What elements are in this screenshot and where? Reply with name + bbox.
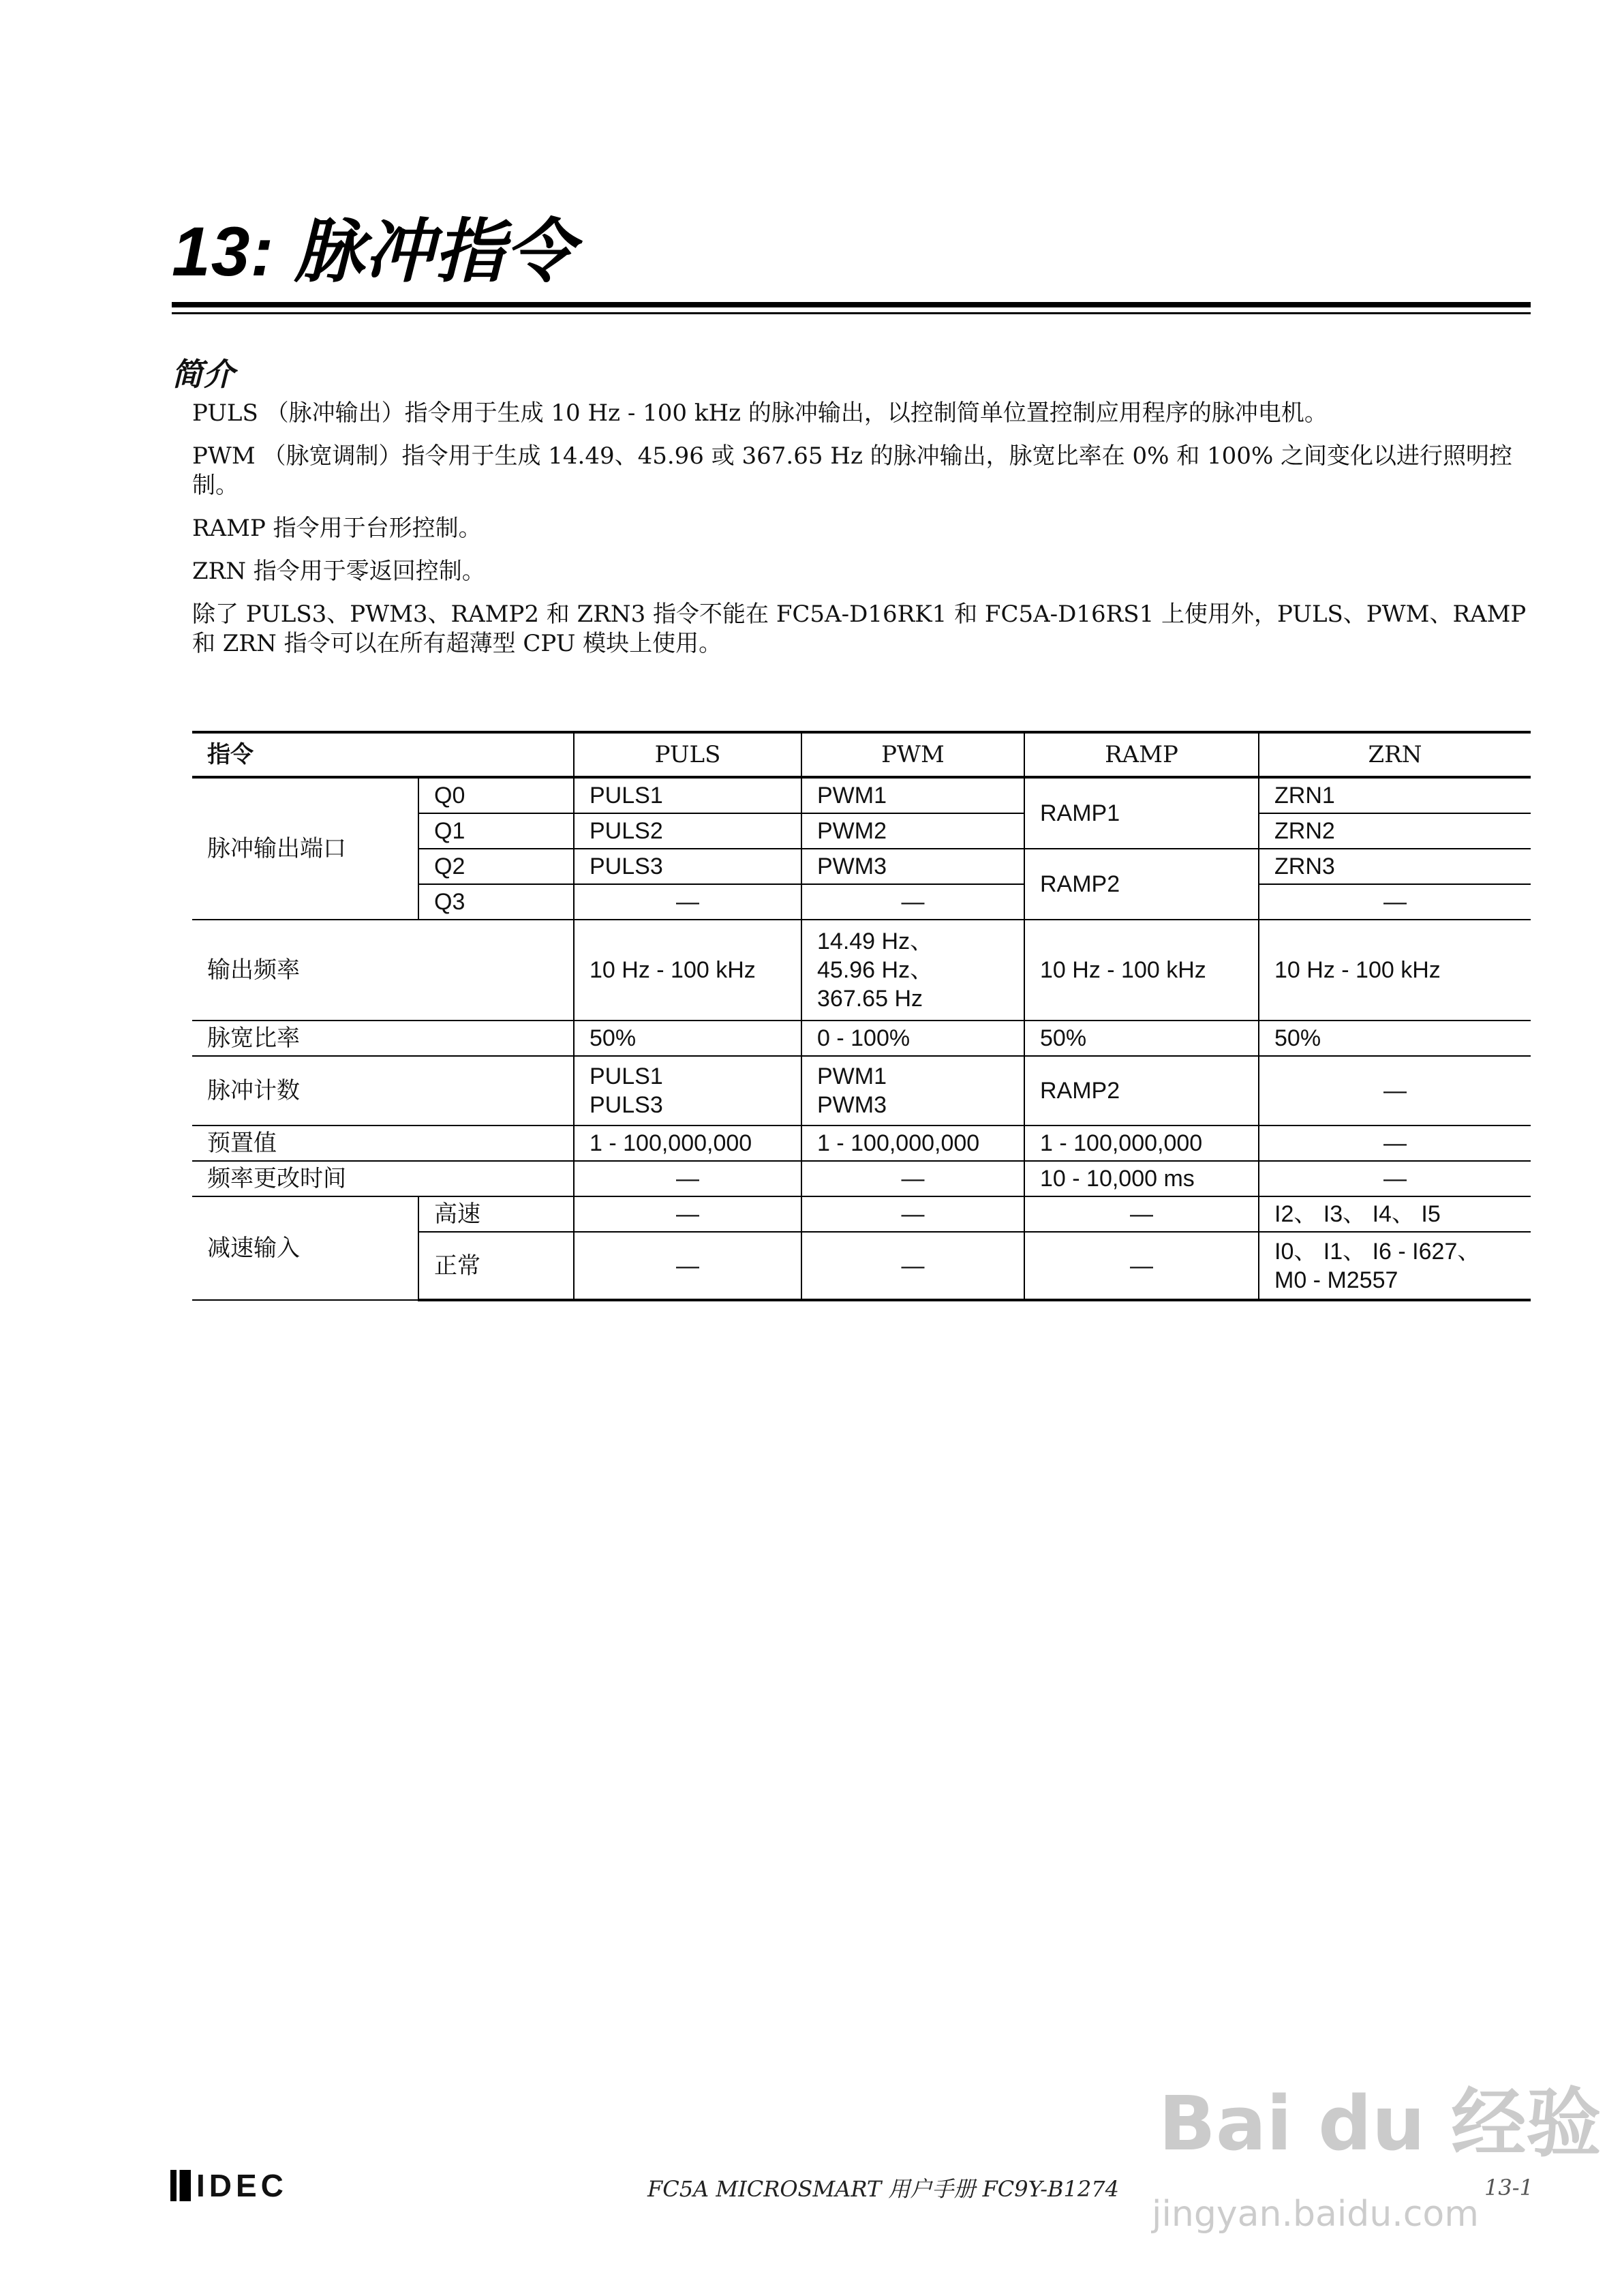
row-label-freq: 输出频率	[192, 920, 574, 1021]
row-label-duty: 脉宽比率	[192, 1021, 574, 1056]
port-q0: Q0	[418, 777, 574, 813]
cell-duty-puls: 50%	[574, 1021, 801, 1056]
cell-count-zrn: —	[1259, 1056, 1531, 1126]
row-label-count: 脉冲计数	[192, 1056, 574, 1126]
cell-decel-high-ramp: —	[1024, 1196, 1259, 1232]
cell-decel-high-zrn: I2、 I3、 I4、 I5	[1259, 1196, 1531, 1232]
title-rule-thin	[172, 312, 1531, 314]
cell-freq-pwm: 14.49 Hz、 45.96 Hz、 367.65 Hz	[801, 920, 1024, 1021]
cell-q1-pwm: PWM2	[801, 813, 1024, 849]
chapter-title: 13: 脉冲指令	[172, 213, 575, 290]
cell-freq-zrn: 10 Hz - 100 kHz	[1259, 920, 1531, 1021]
paragraph-pwm: PWM （脉宽调制）指令用于生成 14.49、45.96 或 367.65 Hz 的脉冲输出，脉宽比率在 0% 和 100% 之间变化以进行照明控制。	[192, 442, 1513, 499]
section-heading-intro: 简介	[172, 357, 234, 392]
logo-text: IDEC	[196, 2168, 288, 2203]
row-label-preset: 预置值	[192, 1126, 574, 1161]
cell-duty-pwm: 0 - 100%	[801, 1021, 1024, 1056]
cell-change-time-zrn: —	[1259, 1161, 1531, 1196]
cell-duty-zrn: 50%	[1259, 1021, 1531, 1056]
row-label-pulse-port: 脉冲输出端口	[192, 777, 418, 920]
cell-change-time-puls: —	[574, 1161, 801, 1196]
watermark-brand: Bai du 经验	[1159, 2080, 1602, 2167]
cell-change-time-ramp: 10 - 10,000 ms	[1024, 1161, 1259, 1196]
paragraph-availability: 除了 PULS3、PWM3、RAMP2 和 ZRN3 指令不能在 FC5A-D16RK1 和 FC5A-D16RS1 上使用外，PULS、PWM、RAMP 和 ZRN 指令可以在所有超薄型 CPU 模块上使用。	[192, 601, 1534, 657]
table-row	[192, 1196, 1531, 1232]
footer-manual-title: FC5A MICROSMART 用户手册 FC9Y-B1274	[647, 2176, 1119, 2202]
cell-q2-zrn: ZRN3	[1259, 849, 1531, 884]
cell-decel-normal-ramp: —	[1024, 1232, 1259, 1300]
cell-decel-high-puls: —	[574, 1196, 801, 1232]
header-ramp: RAMP	[1024, 732, 1259, 777]
cell-decel-high-pwm: —	[801, 1196, 1024, 1232]
cell-q0-puls: PULS1	[574, 777, 801, 813]
paragraph-zrn: ZRN 指令用于零返回控制。	[192, 558, 485, 585]
cell-q3-pwm: —	[801, 884, 1024, 920]
cell-preset-puls: 1 - 100,000,000	[574, 1126, 801, 1161]
cell-ramp2: RAMP2	[1024, 849, 1259, 920]
port-q1: Q1	[418, 813, 574, 849]
logo-mark-icon	[170, 2170, 191, 2201]
cell-q2-pwm: PWM3	[801, 849, 1024, 884]
table-row	[192, 1126, 1531, 1161]
port-q3: Q3	[418, 884, 574, 920]
cell-q1-zrn: ZRN2	[1259, 813, 1531, 849]
row-label-change-time: 频率更改时间	[192, 1161, 574, 1196]
intro-paragraphs	[192, 399, 1534, 672]
cell-q3-puls: —	[574, 884, 801, 920]
cell-q3-zrn: —	[1259, 884, 1531, 920]
cell-count-puls: PULS1 PULS3	[574, 1056, 801, 1126]
cell-count-pwm: PWM1 PWM3	[801, 1056, 1024, 1126]
cell-freq-ramp: 10 Hz - 100 kHz	[1024, 920, 1259, 1021]
table-row	[192, 920, 1531, 1021]
paragraph-ramp: RAMP 指令用于台形控制。	[192, 515, 482, 542]
cell-change-time-pwm: —	[801, 1161, 1024, 1196]
cell-decel-normal-puls: —	[574, 1232, 801, 1300]
footer-page-number: 13-1	[1484, 2175, 1533, 2201]
idec-logo	[170, 2170, 288, 2201]
title-rule-thick	[172, 302, 1531, 307]
cell-duty-ramp: 50%	[1024, 1021, 1259, 1056]
cell-decel-normal-pwm: —	[801, 1232, 1024, 1300]
decel-normal-label: 正常	[418, 1232, 574, 1300]
cell-decel-normal-zrn: I0、 I1、 I6 - I627、 M0 - M2557	[1259, 1232, 1531, 1300]
cell-freq-puls: 10 Hz - 100 kHz	[574, 920, 801, 1021]
instruction-spec-table	[192, 731, 1531, 1301]
table-row	[192, 1161, 1531, 1196]
header-pwm: PWM	[801, 732, 1024, 777]
port-q2: Q2	[418, 849, 574, 884]
cell-ramp1: RAMP1	[1024, 777, 1259, 849]
table-row	[192, 1021, 1531, 1056]
header-zrn: ZRN	[1259, 732, 1531, 777]
table-row	[192, 777, 1531, 813]
cell-q2-puls: PULS3	[574, 849, 801, 884]
cell-q0-pwm: PWM1	[801, 777, 1024, 813]
cell-q1-puls: PULS2	[574, 813, 801, 849]
cell-preset-zrn: —	[1259, 1126, 1531, 1161]
header-instruction: 指令	[192, 732, 574, 777]
cell-preset-pwm: 1 - 100,000,000	[801, 1126, 1024, 1161]
table-header-row	[192, 732, 1531, 777]
watermark-url: jingyan.baidu.com	[1152, 2194, 1479, 2235]
cell-count-ramp: RAMP2	[1024, 1056, 1259, 1126]
header-puls: PULS	[574, 732, 801, 777]
paragraph-puls: PULS （脉冲输出）指令用于生成 10 Hz - 100 kHz 的脉冲输出，以控制简单位置控制应用程序的脉冲电机。	[192, 399, 1328, 427]
decel-high-label: 高速	[418, 1196, 574, 1232]
row-label-decel: 减速输入	[192, 1196, 418, 1300]
cell-preset-ramp: 1 - 100,000,000	[1024, 1126, 1259, 1161]
table-row	[192, 1056, 1531, 1126]
cell-q0-zrn: ZRN1	[1259, 777, 1531, 813]
